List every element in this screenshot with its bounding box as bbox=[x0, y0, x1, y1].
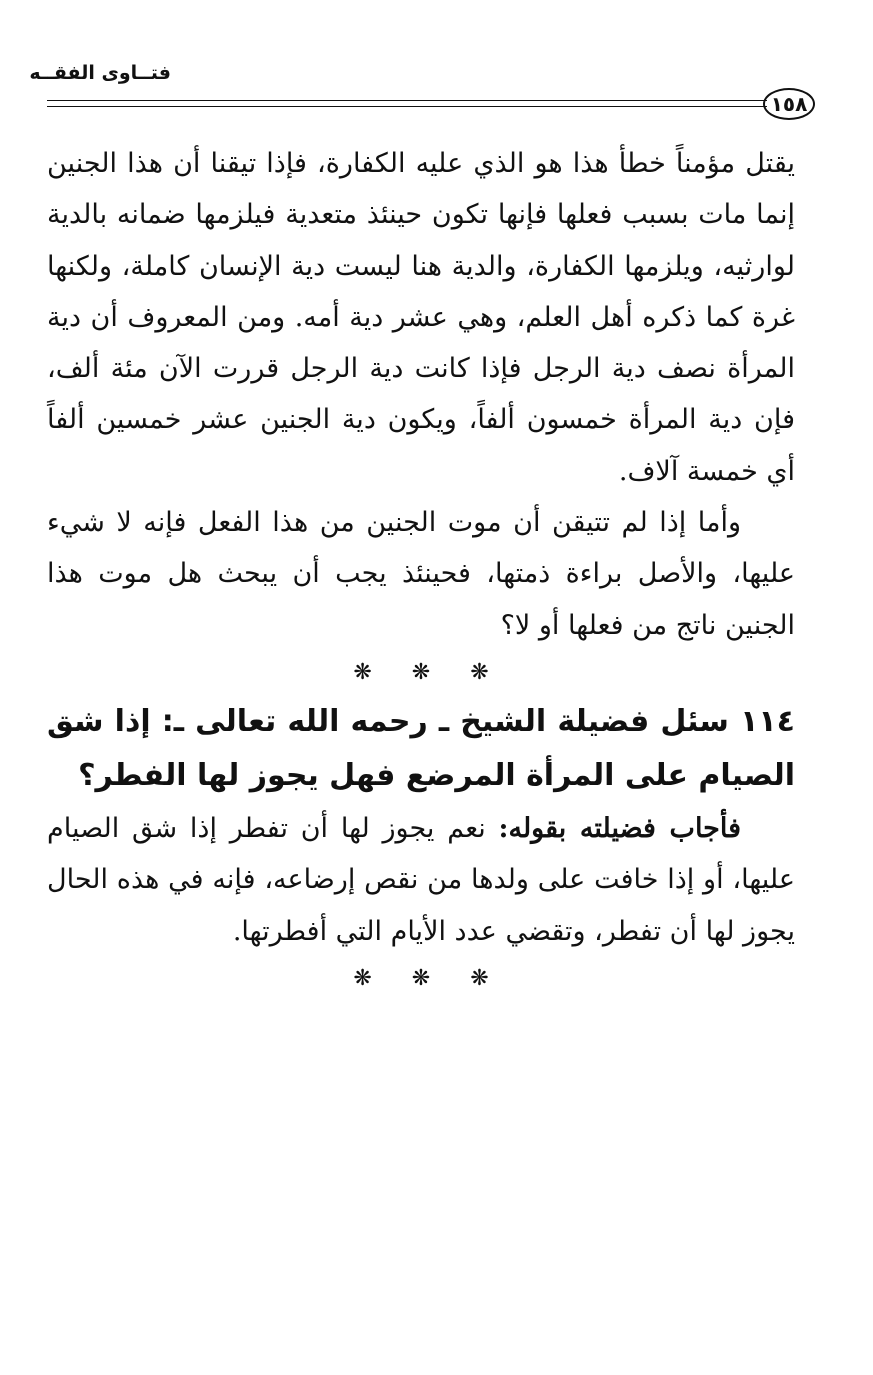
divider-star-icon: ❋ bbox=[411, 659, 431, 685]
header-rule bbox=[47, 100, 767, 107]
fatwa-question: ١١٤ سئل فضيلة الشيخ ـ رحمه الله تعالى ـ: إذا شق الصيام على المرأة المرضع فهل يجوز لها الفطر؟ bbox=[47, 703, 795, 793]
divider-star-icon: ❋ bbox=[470, 659, 489, 685]
answer-lead: فأجاب فضيلته بقوله: bbox=[498, 812, 741, 844]
divider-star-icon: ❋ bbox=[411, 965, 431, 991]
divider-star-icon: ❋ bbox=[470, 965, 489, 991]
paragraph-uncertain: وأما إذا لم تتيقن أن موت الجنين من هذا الفعل فإنه لا شيء عليها، والأصل براءة ذمتها، فحينئذ يجب أن يبحث هل موت هذا الجنين ناتج من فعلها أو لا؟ bbox=[47, 507, 795, 641]
page-body bbox=[47, 138, 795, 1001]
section-divider bbox=[47, 957, 795, 1001]
page-number: ١٥٨ bbox=[763, 88, 815, 120]
running-title: فتــاوى الفقــه bbox=[29, 62, 171, 84]
paragraph-kaffara: يقتل مؤمناً خطأ هذا هو الذي عليه الكفارة، فإذا تيقنا أن هذا الجنين إنما مات بسبب فعلها فإنها تكون حينئذ متعدية فيلزمها ضمانه بالدية لوارثيه، ويلزمها الكفارة، والدية هنا ليست دية الإنسان كاملة، ولكنها غرة كما ذكره أهل العلم، وهي عشر دية أمه. ومن المعروف أن دية المرأة نصف دية الرجل فإذا كانت دية الرجل قررت الآن مئة ألف، فإن دية المرأة خمسون ألفاً، ويكون دية الجنين عشر خمسين ألفاً أي خمسة آلاف. bbox=[47, 148, 795, 487]
answer-text: نعم يجوز لها أن تفطر إذا شق الصيام عليها، أو إذا خافت على ولدها من نقص إرضاعه، فإنه في هذه الحال يجوز لها أن تفطر، وتقضي عدد الأيام التي أفطرتها. bbox=[47, 812, 795, 947]
fatwa-answer bbox=[47, 803, 795, 957]
divider-star-icon: ❋ bbox=[353, 965, 372, 991]
divider-star-icon: ❋ bbox=[353, 659, 372, 685]
section-divider bbox=[47, 651, 795, 695]
